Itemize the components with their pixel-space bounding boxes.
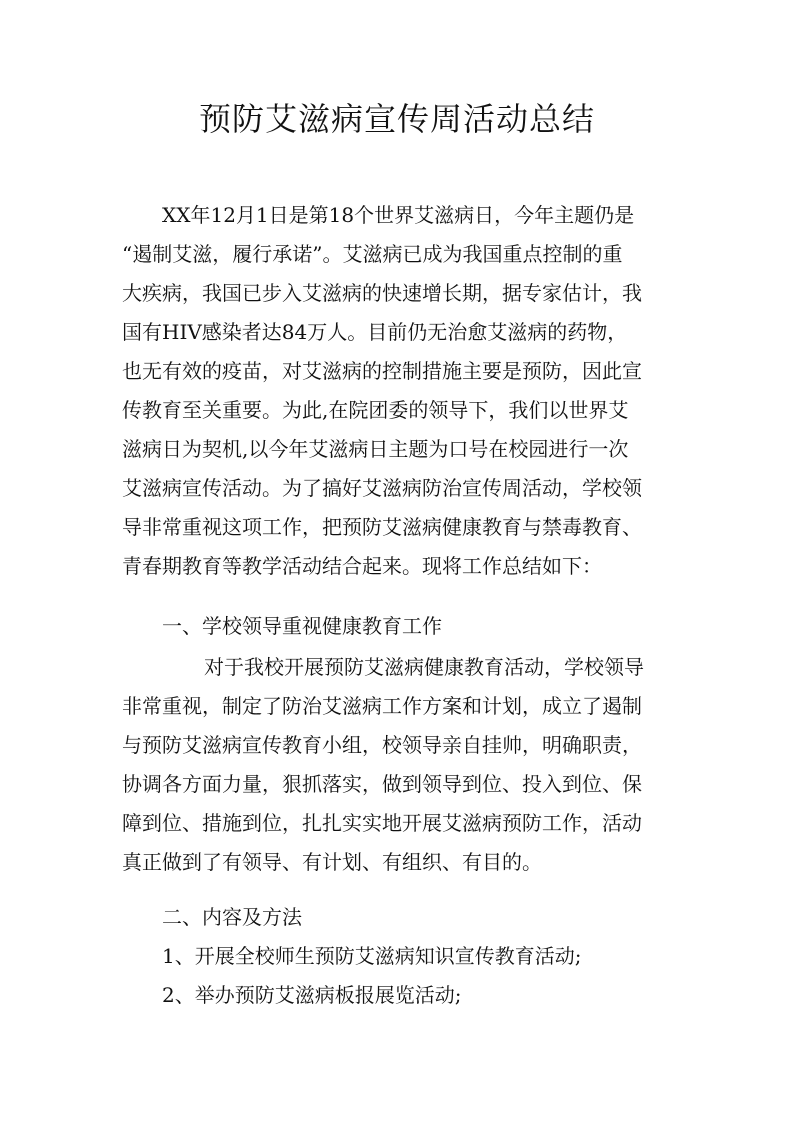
body-line: 艾滋病宣传活动。为了搞好艾滋病防治宣传周活动，学校领 — [122, 476, 642, 500]
list-item: 2、举办预防艾滋病板报展览活动; — [162, 983, 462, 1007]
body-line: 大疾病，我国已步入艾滋病的快速增长期，据专家估计，我 — [122, 281, 642, 305]
body-line: 传教育至关重要。为此,在院团委的领导下，我们以世界艾 — [122, 398, 629, 422]
body-line: 与预防艾滋病宣传教育小组，校领导亲自挂帅，明确职责， — [122, 733, 642, 757]
body-line: 障到位、措施到位，扎扎实实地开展艾滋病预防工作，活动 — [122, 811, 642, 835]
body-line: 青春期教育等教学活动结合起来。现将工作总结如下： — [122, 554, 602, 578]
body-line: 国有HIV感染者达84万人。目前仍无治愈艾滋病的药物， — [122, 320, 628, 344]
document-title: 预防艾滋病宣传周活动总结 — [198, 100, 595, 138]
body-line: 也无有效的疫苗，对艾滋病的控制措施主要是预防，因此宣 — [122, 359, 642, 383]
list-item: 1、开展全校师生预防艾滋病知识宣传教育活动; — [162, 944, 582, 968]
body-line: XX年12月1日是第18个世界艾滋病日，今年主题仍是 — [162, 203, 635, 227]
body-line: “遏制艾滋，履行承诺”。艾滋病已成为我国重点控制的重 — [122, 242, 623, 266]
body-line: 导非常重视这项工作，把预防艾滋病健康教育与禁毒教育、 — [122, 515, 642, 539]
body-line: 非常重视，制定了防治艾滋病工作方案和计划，成立了遏制 — [122, 694, 642, 718]
body-line: 协调各方面力量，狠抓落实，做到领导到位、投入到位、保 — [122, 772, 642, 796]
section-heading: 一、学校领导重视健康教育工作 — [162, 614, 442, 638]
body-line: 对于我校开展预防艾滋病健康教育活动，学校领导 — [204, 655, 644, 679]
body-line: 滋病日为契机,以今年艾滋病日主题为口号在校园进行一次 — [122, 437, 629, 461]
section-heading: 二、内容及方法 — [162, 905, 302, 929]
body-line: 真正做到了有领导、有计划、有组织、有目的。 — [122, 850, 542, 874]
